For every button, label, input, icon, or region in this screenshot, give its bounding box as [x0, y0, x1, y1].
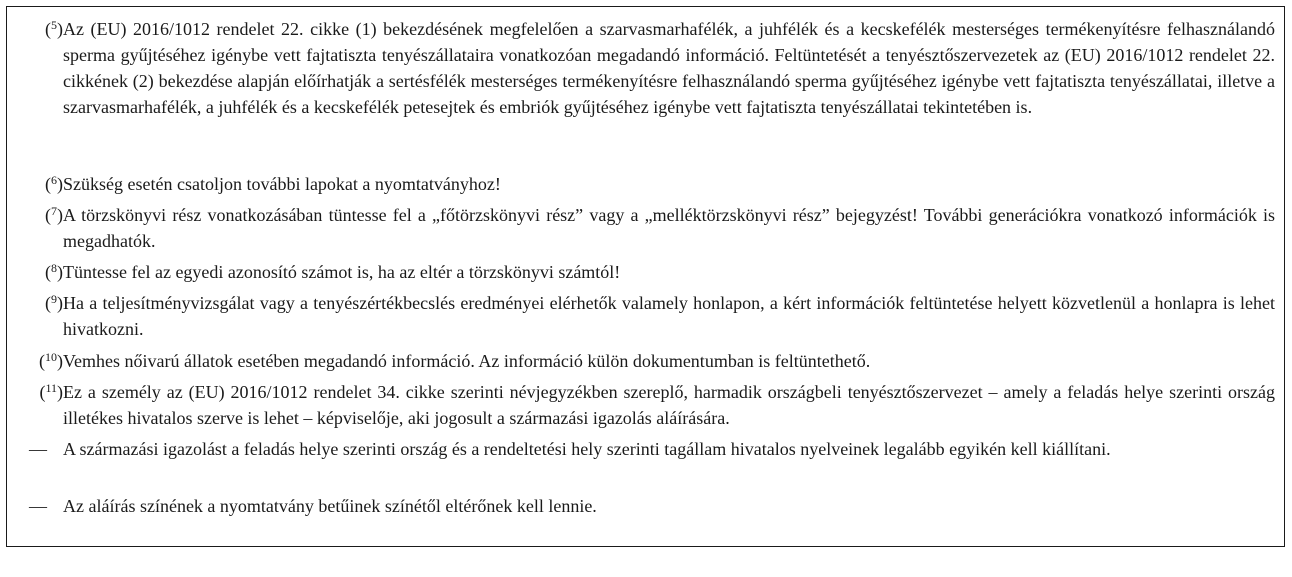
- footnote-text: Az (EU) 2016/1012 rendelet 22. cikke (1) bekezdésének megfelelően a szarvasmarhafélék, a juhfélék és a kecskefélék mesterséges termékenyítésre felhasználandó sperma gyűjtéséhez igénybe vett fajtatiszta tenyészállataira vonatkozóan megadandó információ. Feltüntetését a tenyésztőszervezetek az (EU) 2016/1012 rendelet 22. cikkének (2) bekezdése alapján előírhatják a sertésfélék mesterséges termékenyítésre felhasználandó sperma gyűjtéséhez igénybe vett fajtatiszta tenyészállatai, illetve a szarvasmarhafélék, a juhfélék és a kecskefélék petesejtek és embriók gyűjtéséhez igénybe vett fajtatiszta tenyészállatai tekintetében is.: [63, 19, 1275, 117]
- notes-box: [6, 6, 1285, 547]
- footnote-text: Ez a személy az (EU) 2016/1012 rendelet 34. cikke szerinti névjegyzékben szereplő, harmadik országbeli tenyésztőszervezet – amely a feladás helye szerinti ország illetékes hivatalos szerve is lehet – képviselője, aki jogosult a származási igazolás aláírására.: [63, 382, 1275, 428]
- footnote-marker: ($^6$): [45, 173, 63, 194]
- footnote-text: Vemhes nőivarú állatok esetében megadandó információ. Az információ külön dokumentumban is feltüntethető.: [63, 351, 871, 371]
- dash-note-text: A származási igazolást a feladás helye szerinti ország és a rendeltetési hely szerinti tagállam hivatalos nyelveinek legalább egyikén kell kiállítani.: [63, 439, 1111, 459]
- footnote-text: Szükség esetén csatoljon további lapokat a nyomtatványhoz!: [63, 174, 501, 194]
- footnote-marker: ($^9$): [45, 292, 63, 313]
- footnote-marker: ($^7$): [45, 204, 63, 225]
- footnote-marker: ($^{11}$): [39, 381, 63, 402]
- dash-marker: —: [29, 439, 47, 459]
- footnote-text: Ha a teljesítményvizsgálat vagy a tenyészértékbecslés eredményei elérhetők valamely honlapon, a kért információk feltüntetése helyett közvetlenül a honlapra is lehet hivatkozni.: [63, 293, 1275, 339]
- footnote-marker: ($^8$): [45, 261, 63, 282]
- footnote-marker: ($^{10}$): [39, 350, 63, 371]
- footnote-text: Tüntesse fel az egyedi azonosító számot is, ha az eltér a törzskönyvi számtól!: [63, 262, 621, 282]
- dash-note-text: Az aláírás színének a nyomtatvány betűinek színétől eltérőnek kell lennie.: [63, 496, 597, 516]
- footnote-marker: ($^5$): [45, 18, 63, 39]
- dash-marker: —: [29, 496, 47, 516]
- footnote-text: A törzskönyvi rész vonatkozásában tüntesse fel a „főtörzskönyvi rész” vagy a „melléktörzskönyvi rész” bejegyzést! További generációkra vonatkozó információk is megadhatók.: [63, 205, 1275, 251]
